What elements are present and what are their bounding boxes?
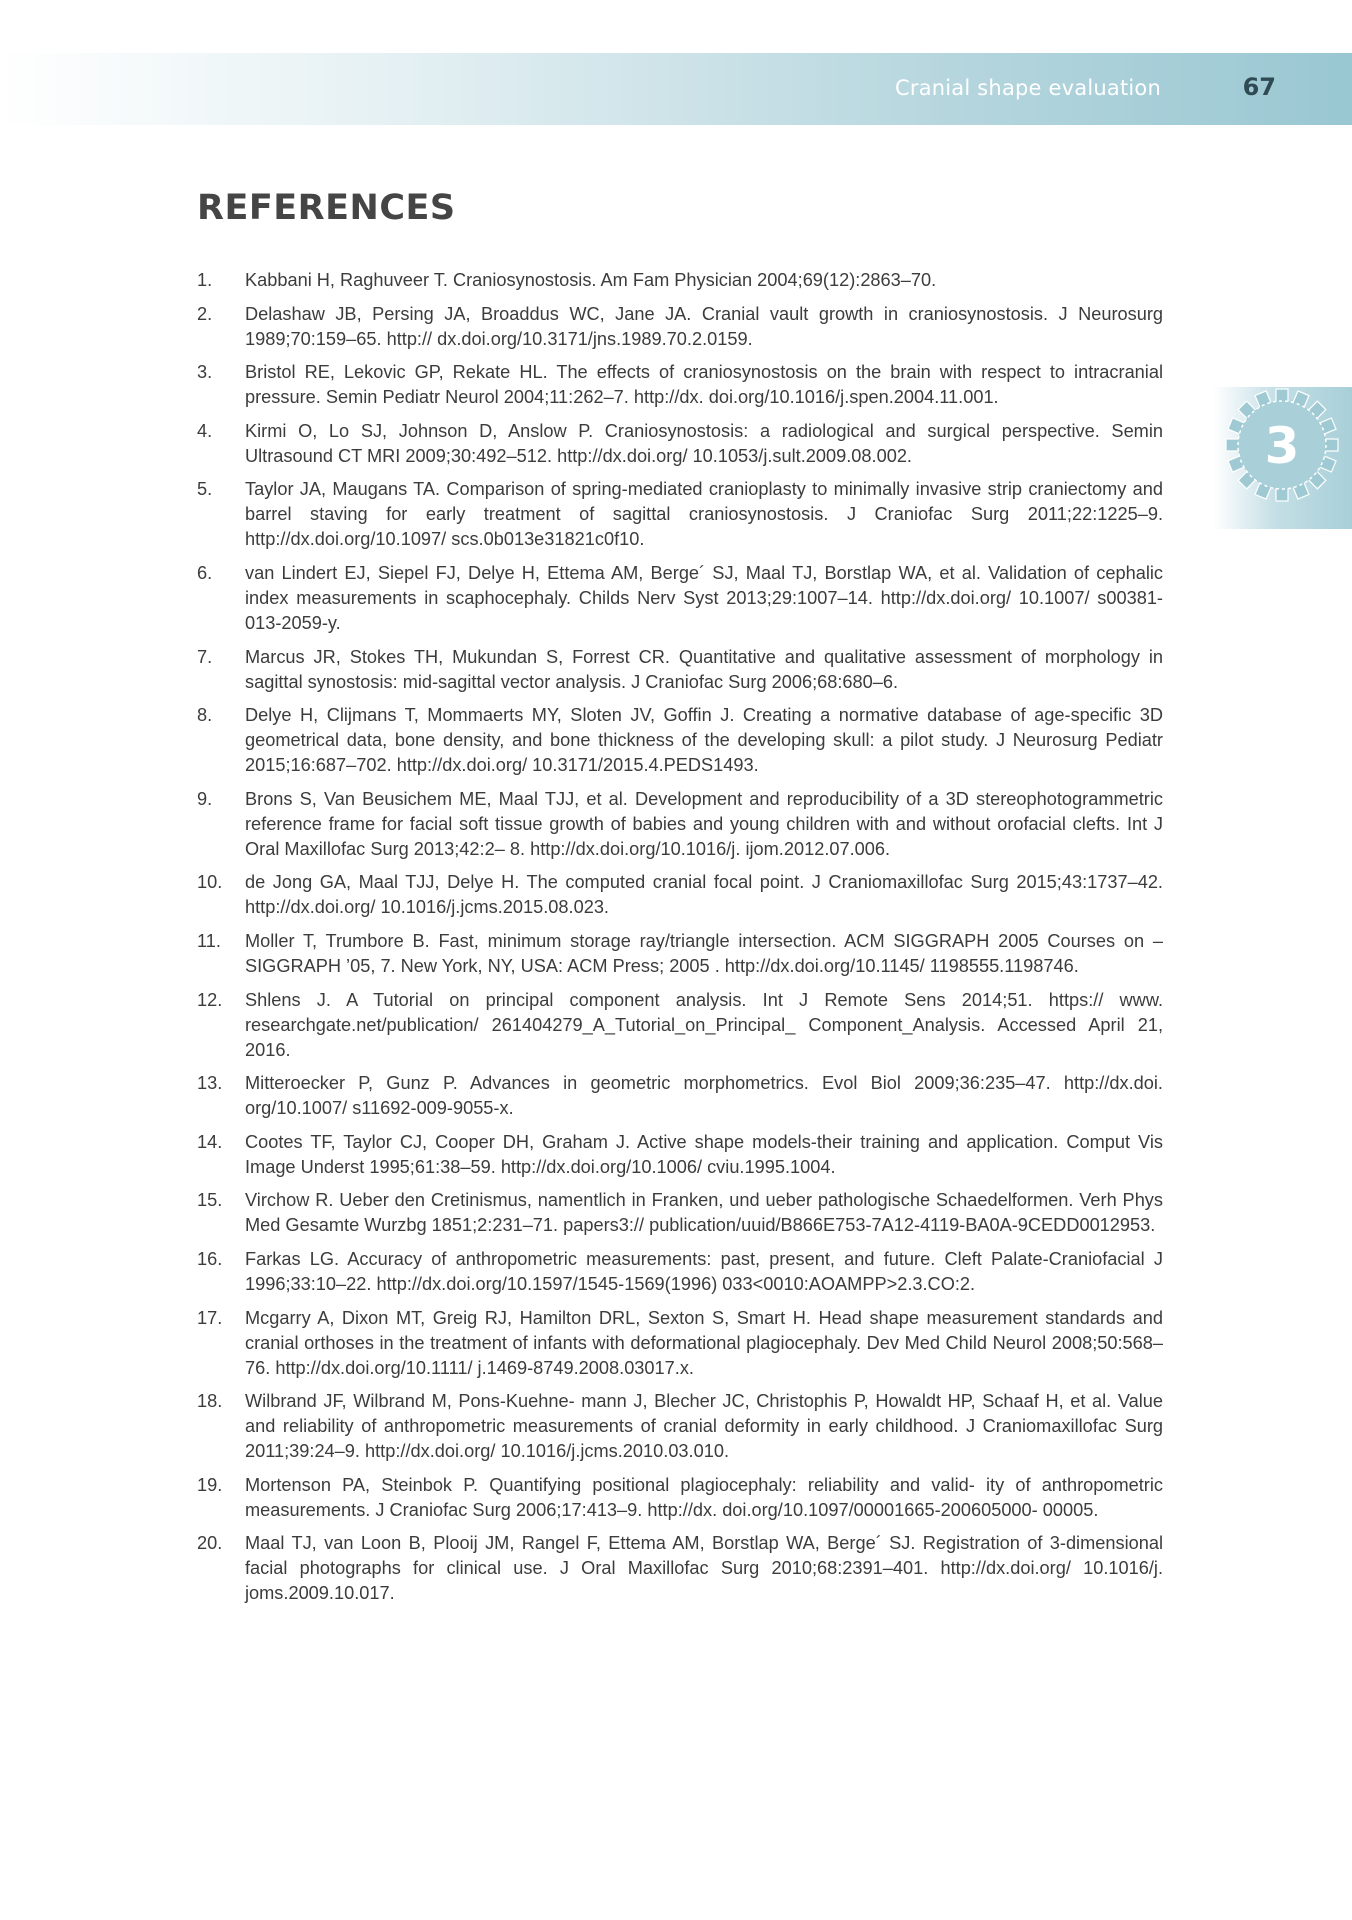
reference-item (197, 1306, 1163, 1381)
reference-number: 7. (197, 646, 213, 667)
reference-item (197, 645, 1163, 695)
reference-number: 5. (197, 479, 213, 500)
reference-item (197, 419, 1163, 469)
reference-text: Wilbrand JF, Wilbrand M, Pons-Kuehne- mann J, Blecher JC, Christophis P, Howaldt HP, Schaaf H, et al. Value and reliability of anthropometric measurements of cranial deformity in early childhood. J Craniomaxillofac Surg 2011;39:24–9. http://dx.doi.org/ 10.1016/j.jcms.2010.03.010. (245, 1391, 1163, 1462)
reference-number: 2. (197, 303, 213, 324)
reference-item (197, 988, 1163, 1063)
reference-text: Mitteroecker P, Gunz P. Advances in geometric morphometrics. Evol Biol 2009;36:235–47. http://dx.doi. org/10.1007/ s11692-009-9055-x. (245, 1073, 1163, 1119)
reference-item (197, 1389, 1163, 1464)
reference-number: 11. (197, 930, 221, 951)
reference-item (197, 1473, 1163, 1523)
reference-number: 9. (197, 788, 213, 809)
chapter-gear-icon (1213, 387, 1352, 529)
reference-text: Brons S, Van Beusichem ME, Maal TJJ, et al. Development and reproducibility of a 3D stereophotogrammetric reference frame for facial soft tissue growth of babies and young children with and without orofacial clefts. Int J Oral Maxillofac Surg 2013;42:2– 8. http://dx.doi.org/10.1016/j. ijom.2012.07.006. (245, 788, 1163, 859)
reference-text: Kabbani H, Raghuveer T. Craniosynostosis. Am Fam Physician 2004;69(12):2863–70. (245, 270, 937, 290)
reference-number: 6. (197, 562, 213, 583)
page-number: 67 (1242, 73, 1276, 101)
reference-number: 20. (197, 1533, 223, 1554)
reference-number: 19. (197, 1474, 223, 1495)
reference-text: van Lindert EJ, Siepel FJ, Delye H, Ettema AM, Berge´ SJ, Maal TJ, Borstlap WA, et al. Validation of cephalic index measurements in scaphocephaly. Childs Nerv Syst 2013;29:1007–14. http://dx.doi.org/ 10.1007/ s00381-013-2059-y. (245, 562, 1163, 633)
reference-text: Shlens J. A Tutorial on principal component analysis. Int J Remote Sens 2014;51. https:// www. researchgate.net/publication/ 261404279_A_Tutorial_on_Principal_ Component_Analysis. Accessed April 21, 2016. (245, 989, 1163, 1060)
reference-number: 15. (197, 1190, 223, 1211)
reference-item (197, 1531, 1163, 1606)
reference-item (197, 1130, 1163, 1180)
reference-item (197, 870, 1163, 920)
reference-number: 12. (197, 989, 223, 1010)
reference-text: Delashaw JB, Persing JA, Broaddus WC, Jane JA. Cranial vault growth in craniosynostosis. J Neurosurg 1989;70:159–65. http:// dx.doi.org/10.3171/jns.1989.70.2.0159. (245, 303, 1163, 349)
reference-number: 8. (197, 705, 213, 726)
reference-number: 13. (197, 1073, 223, 1094)
reference-number: 17. (197, 1307, 223, 1328)
chapter-number: 3 (1264, 417, 1300, 475)
reference-text: Taylor JA, Maugans TA. Comparison of spring-mediated cranioplasty to minimally invasive strip craniectomy and barrel staving for early treatment of sagittal craniosynostosis. J Craniofac Surg 2011;22:1225–9. http://dx.doi.org/10.1097/ scs.0b013e31821c0f10. (245, 479, 1163, 550)
reference-text: Kirmi O, Lo SJ, Johnson D, Anslow P. Craniosynostosis: a radiological and surgical perspective. Semin Ultrasound CT MRI 2009;30:492–512. http://dx.doi.org/ 10.1053/j.sult.2009.08.002. (245, 420, 1163, 466)
reference-number: 18. (197, 1391, 223, 1412)
chapter-tab (1213, 387, 1352, 529)
reference-item (197, 360, 1163, 410)
reference-item (197, 1247, 1163, 1297)
reference-text: Virchow R. Ueber den Cretinismus, namentlich in Franken, und ueber pathologische Schaedelformen. Verh Phys Med Gesamte Wurzbg 1851;2:231–71. papers3:// publication/uuid/B866E753-7A12-4119-BA0A-9CEDD0012953. (245, 1190, 1163, 1236)
reference-item (197, 561, 1163, 636)
reference-text: de Jong GA, Maal TJJ, Delye H. The computed cranial focal point. J Craniomaxillofac Surg 2015;43:1737–42. http://dx.doi.org/ 10.1016/j.jcms.2015.08.023. (245, 872, 1163, 918)
reference-number: 10. (197, 872, 223, 893)
reference-item (197, 477, 1163, 552)
reference-text: Mortenson PA, Steinbok P. Quantifying positional plagiocephaly: reliability and valid- ity of anthropometric measurements. J Craniofac Surg 2006;17:413–9. http://dx. doi.org/10.1097/00001665-200605000- 00005. (245, 1474, 1163, 1520)
reference-text: Bristol RE, Lekovic GP, Rekate HL. The effects of craniosynostosis on the brain with respect to intracranial pressure. Semin Pediatr Neurol 2004;11:262–7. http://dx. doi.org/10.1016/j.spen.2004.11.001. (245, 362, 1163, 408)
reference-item (197, 1071, 1163, 1121)
reference-number: 4. (197, 420, 213, 441)
running-title: Cranial shape evaluation (895, 76, 1161, 100)
references-list (197, 268, 1163, 1615)
reference-number: 14. (197, 1131, 223, 1152)
reference-text: Mcgarry A, Dixon MT, Greig RJ, Hamilton DRL, Sexton S, Smart H. Head shape measurement standards and cranial orthoses in the treatment of infants with deformational plagiocephaly. Dev Med Child Neurol 2008;50:568–76. http://dx.doi.org/10.1111/ j.1469-8749.2008.03017.x. (245, 1307, 1163, 1378)
reference-item (197, 787, 1163, 862)
section-heading: REFERENCES (197, 188, 456, 228)
reference-number: 1. (197, 270, 213, 290)
reference-text: Delye H, Clijmans T, Mommaerts MY, Sloten JV, Goffin J. Creating a normative database of age-specific 3D geometrical data, bone density, and bone thickness of the developing skull: a pilot study. J Neurosurg Pediatr 2015;16:687–702. http://dx.doi.org/ 10.3171/2015.4.PEDS1493. (245, 705, 1163, 776)
reference-text: Cootes TF, Taylor CJ, Cooper DH, Graham J. Active shape models-their training and application. Comput Vis Image Underst 1995;61:38–59. http://dx.doi.org/10.1006/ cviu.1995.1004. (245, 1131, 1163, 1177)
reference-number: 3. (197, 362, 213, 383)
reference-text: Moller T, Trumbore B. Fast, minimum storage ray/triangle intersection. ACM SIGGRAPH 2005 Courses on – SIGGRAPH ’05, 7. New York, NY, USA: ACM Press; 2005 . http://dx.doi.org/10.1145/ 1198555.1198746. (245, 930, 1163, 976)
reference-text: Marcus JR, Stokes TH, Mukundan S, Forrest CR. Quantitative and qualitative assessment of morphology in sagittal synostosis: mid-sagittal vector analysis. J Craniofac Surg 2006;68:680–6. (245, 646, 1163, 692)
reference-item (197, 268, 1163, 293)
reference-text: Maal TJ, van Loon B, Plooij JM, Rangel F, Ettema AM, Borstlap WA, Berge´ SJ. Registration of 3-dimensional facial photographs for clinical use. J Oral Maxillofac Surg 2010;68:2391–401. http://dx.doi.org/ 10.1016/j. joms.2009.10.017. (245, 1533, 1163, 1604)
reference-item (197, 929, 1163, 979)
reference-text: Farkas LG. Accuracy of anthropometric measurements: past, present, and future. Cleft Palate-Craniofacial J 1996;33:10–22. http://dx.doi.org/10.1597/1545-1569(1996) 033<0010:AOAMPP>2.3.CO:2. (245, 1248, 1163, 1294)
reference-item (197, 703, 1163, 778)
reference-number: 16. (197, 1248, 223, 1269)
reference-item (197, 302, 1163, 352)
reference-item (197, 1188, 1163, 1238)
